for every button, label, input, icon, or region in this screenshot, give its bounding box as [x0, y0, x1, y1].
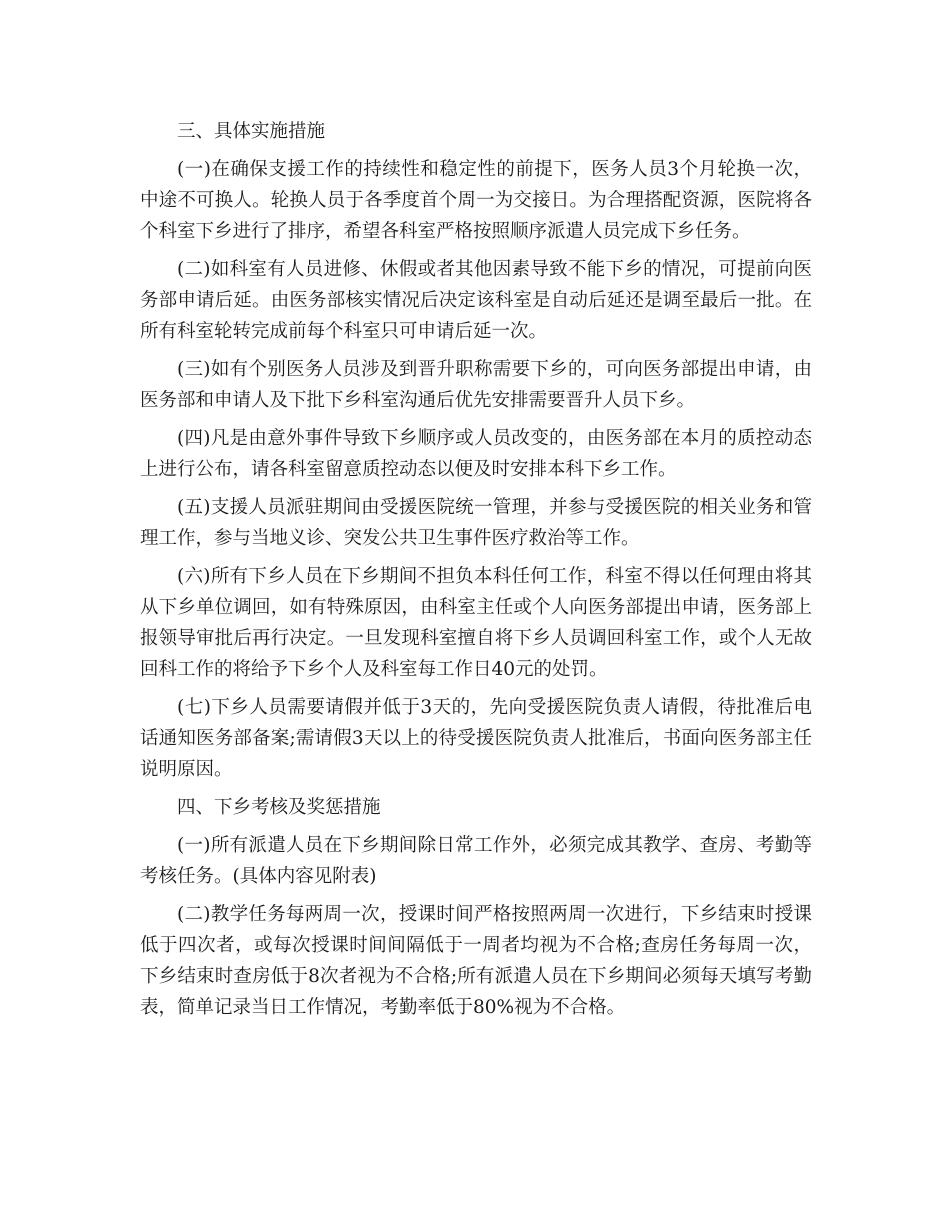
paragraph-item-4: (四)凡是由意外事件导致下乡顺序或人员改变的，由医务部在本月的质控动态上进行公布，请各科室留意质控动态以便及时安排本科下乡工作。 [140, 428, 812, 480]
paragraph-item-2: (二)如科室有人员进修、休假或者其他因素导致不能下乡的情况，可提前向医务部申请后延。由医务部核实情况后决定该科室是自动后延还是调至最后一批。在所有科室轮转完成前每个科室只可申请后延一次。 [140, 259, 812, 342]
section-heading-assessment: 四、下乡考核及奖惩措施 [177, 797, 381, 818]
paragraph-item-7: (七)下乡人员需要请假并低于3天的，先向受援医院负责人请假，待批准后电话通知医务部备案;需请假3天以上的待受援医院负责人批准后，书面向医务部主任说明原因。 [140, 697, 812, 780]
paragraph-item-3: (三)如有个别医务人员涉及到晋升职称需要下乡的，可向医务部提出申请，由医务部和申请人及下批下乡科室沟通后优先安排需要晋升人员下乡。 [140, 359, 812, 411]
paragraph-assessment-2: (二)教学任务每两周一次，授课时间严格按照两周一次进行，下乡结束时授课低于四次者，或每次授课时间间隔低于一周者均视为不合格;查房任务每周一次，下乡结束时查房低于8次者视为不合格;所有派遣人员在下乡期间必须每天填写考勤表，简单记录当日工作情况，考勤率低于80%视为不合格。 [140, 904, 812, 1018]
paragraph-item-6: (六)所有下乡人员在下乡期间不担负本科任何工作，科室不得以任何理由将其从下乡单位调回，如有特殊原因，由科室主任或个人向医务部提出申请，医务部上报领导审批后再行决定。一旦发现科室擅自将下乡人员调回科室工作，或个人无故回科工作的将给予下乡个人及科室每工作日40元的处罚。 [140, 566, 812, 680]
paragraph-assessment-1: (一)所有派遣人员在下乡期间除日常工作外，必须完成其教学、查房、考勤等考核任务。(具体内容见附表) [140, 835, 812, 887]
section-heading-implementation: 三、具体实施措施 [177, 121, 326, 142]
paragraph-item-5: (五)支援人员派驻期间由受援医院统一管理，并参与受援医院的相关业务和管理工作，参与当地义诊、突发公共卫生事件医疗救治等工作。 [140, 497, 812, 549]
paragraph-item-1: (一)在确保支援工作的持续性和稳定性的前提下，医务人员3个月轮换一次，中途不可换人。轮换人员于各季度首个周一为交接日。为合理搭配资源，医院将各个科室下乡进行了排序，希望各科室严格按照顺序派遣人员完成下乡任务。 [140, 159, 812, 242]
document-body [140, 116, 812, 1030]
